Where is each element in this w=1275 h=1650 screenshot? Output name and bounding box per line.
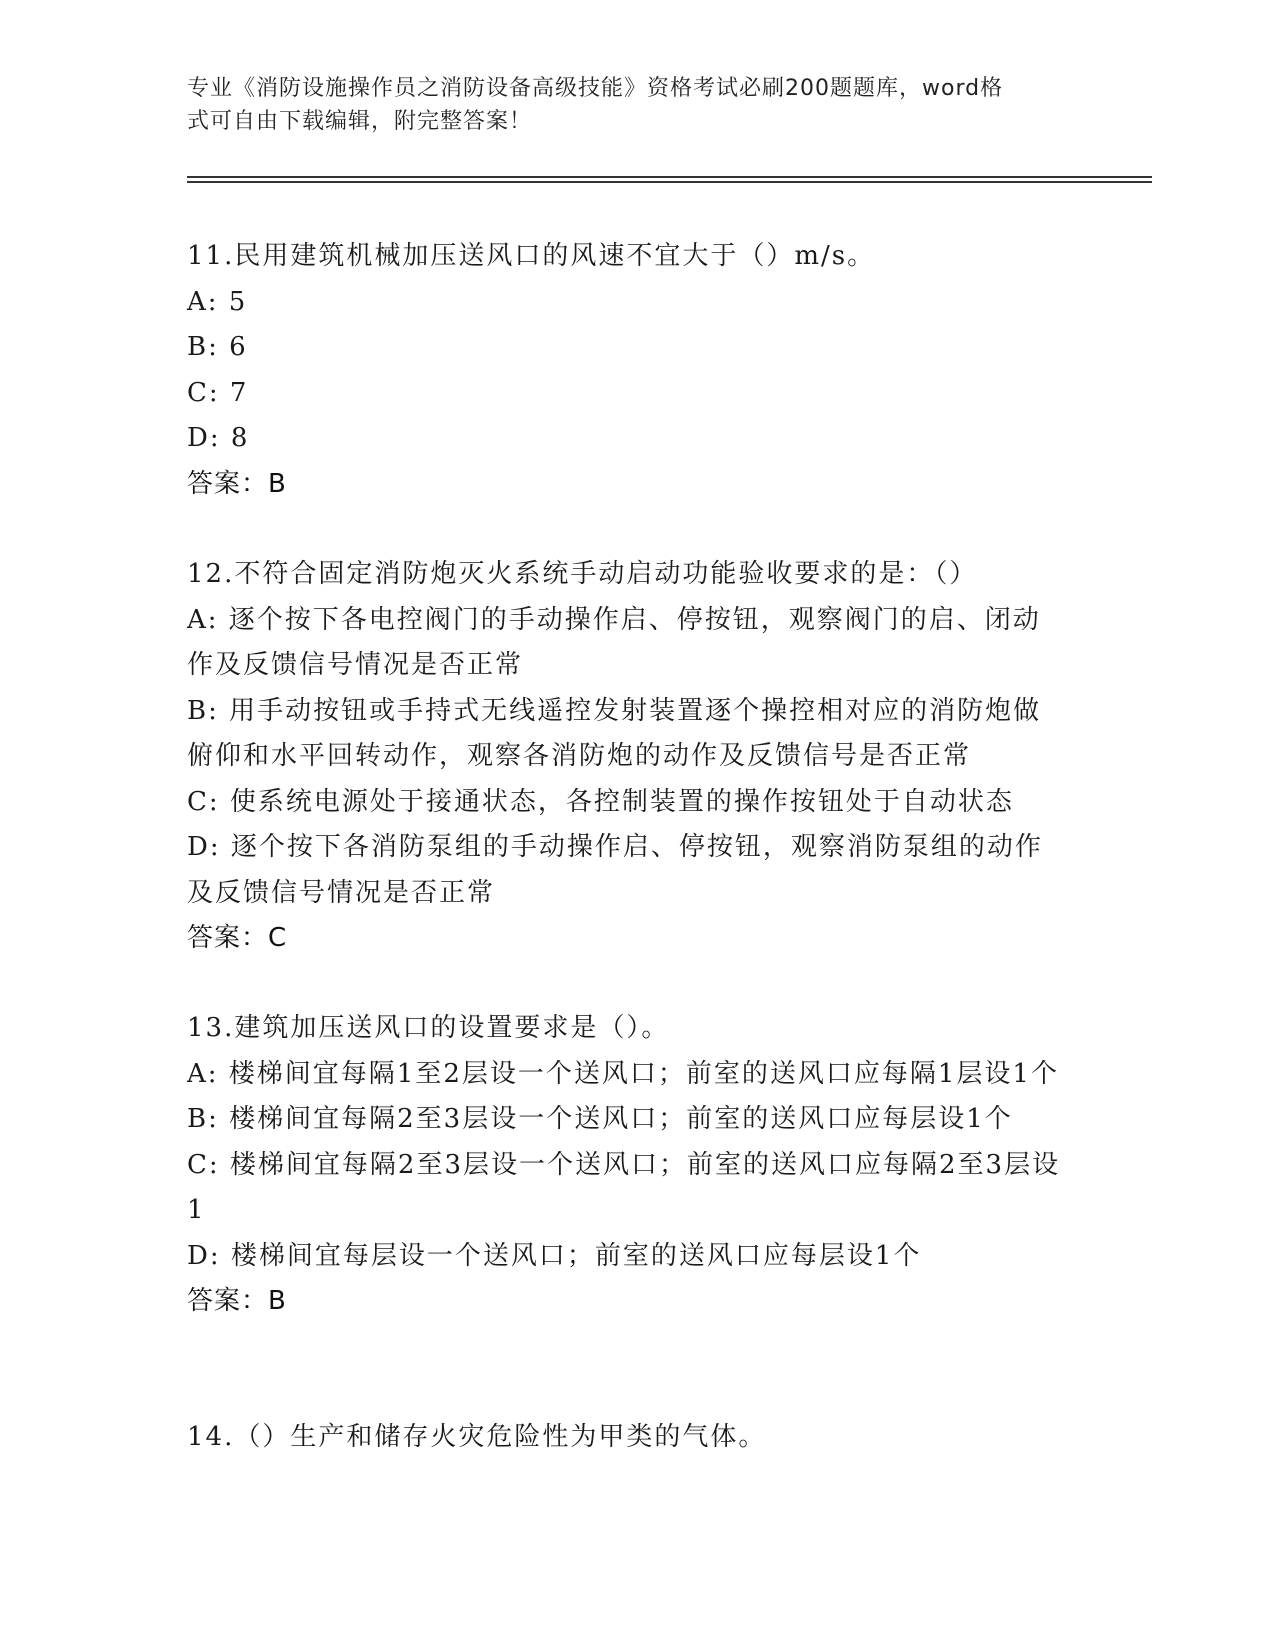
- header-divider-top: [187, 176, 1152, 178]
- option-c: C: 7: [187, 377, 249, 408]
- header-line-2: 式可自由下载编辑，附完整答案！: [187, 109, 533, 134]
- option-a: A: 逐个按下各电控阀门的手动操作启、停按钮，观察阀门的启、闭动作及反馈信号情况是否正常: [187, 604, 1041, 680]
- question-title: 14.（）生产和储存火灾危险性为甲类的气体。: [187, 1422, 767, 1452]
- question-11: [187, 234, 1067, 507]
- option-b: B: 用手动按钮或手持式无线遥控发射装置逐个操控相对应的消防炮做俯仰和水平回转动作，观察各消防炮的动作及反馈信号是否正常: [187, 695, 1042, 771]
- option-a: A: 楼梯间宜每隔1至2层设一个送风口；前室的送风口应每隔1层设1个: [187, 1058, 1059, 1089]
- option-b: B: 楼梯间宜每隔2至3层设一个送风口；前室的送风口应每层设1个: [187, 1104, 1013, 1134]
- question-title: 11.民用建筑机械加压送风口的风速不宜大于（）m/s。: [187, 241, 876, 271]
- question-title: 13.建筑加压送风口的设置要求是（）。: [187, 1013, 670, 1043]
- option-c: C: 楼梯间宜每隔2至3层设一个送风口；前室的送风口应每隔2至3层设1: [187, 1149, 1061, 1225]
- option-d: D: 楼梯间宜每层设一个送风口；前室的送风口应每层设1个: [187, 1240, 922, 1271]
- option-a: A: 5: [187, 286, 248, 317]
- question-12: [187, 552, 1067, 962]
- answer: 答案：B: [187, 1286, 287, 1316]
- header-line-1: 专业《消防设施操作员之消防设备高级技能》资格考试必刷200题题库，word格: [187, 76, 1004, 101]
- option-b: B: 6: [187, 332, 248, 362]
- option-d: D: 逐个按下各消防泵组的手动操作启、停按钮，观察消防泵组的动作及反馈信号情况是否正常: [187, 832, 1043, 908]
- question-14: [187, 1415, 1067, 1461]
- header-divider-bottom: [187, 181, 1152, 183]
- answer: 答案：C: [187, 923, 288, 953]
- document-header: [187, 72, 1067, 138]
- question-title: 12.不符合固定消防炮灭火系统手动启动功能验收要求的是：（）: [187, 559, 978, 589]
- option-c: C: 使系统电源处于接通状态，各控制装置的操作按钮处于自动状态: [187, 786, 1014, 817]
- option-d: D: 8: [187, 423, 250, 453]
- answer: 答案：B: [187, 468, 287, 499]
- question-13: [187, 1006, 1067, 1325]
